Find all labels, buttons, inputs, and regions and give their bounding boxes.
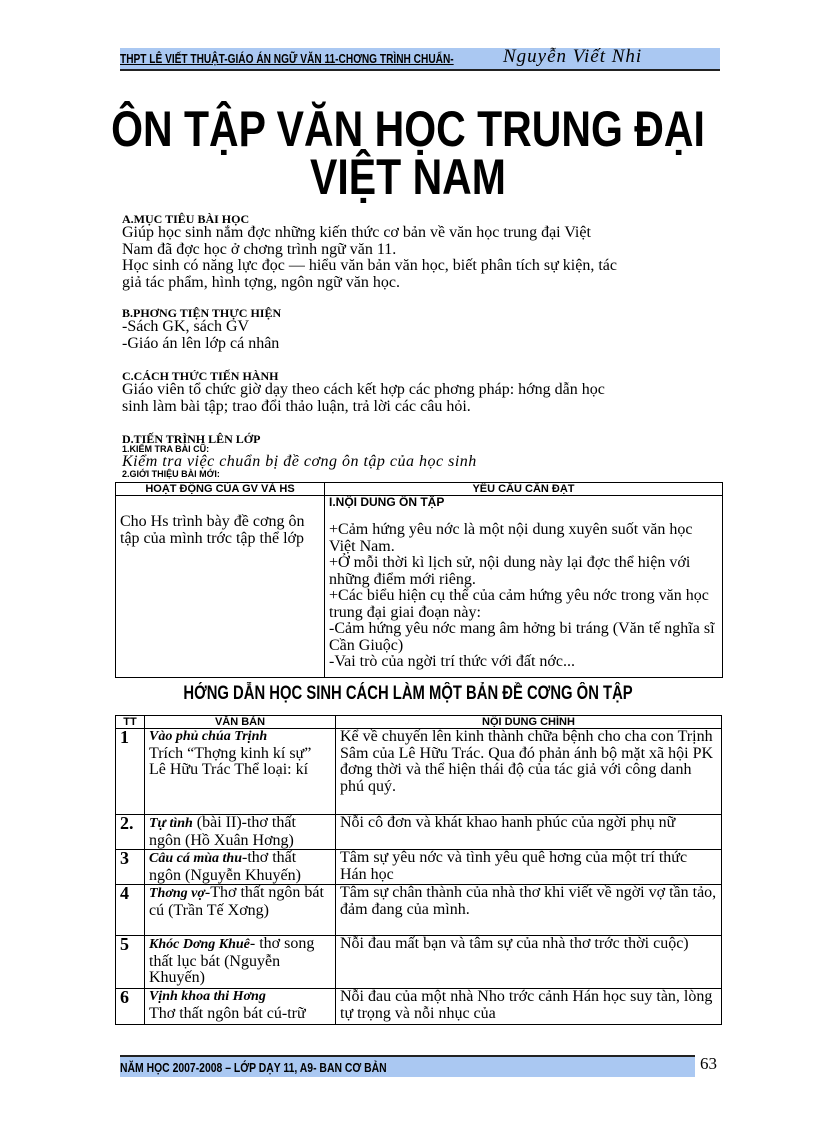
work-title: Vào phủ chúa Trịnh: [149, 729, 268, 744]
content-cell: Nỗi đau mất bạn và tâm sự của nhà thơ trớc thời cuộc): [336, 936, 722, 989]
section-d: [122, 434, 722, 479]
text-line: Học sinh có năng lực đọc — hiểu văn bản văn học, biết phân tích sự kiện, tác: [122, 257, 617, 274]
text-line: Nam đã đợc học ở chơng trình ngữ văn 11.: [122, 240, 397, 258]
text-line: +Ở mỗi thời kì lịch sử, nội dung này lại đợc thể hiện với những điểm mới riêng.: [329, 554, 691, 588]
footer-text: NĂM HỌC 2007-2008 – LỚP DẠY 11, A9- BAN CƠ BẢN: [120, 1060, 387, 1075]
activity-table: [115, 482, 723, 678]
section-heading: D.TIẾN TRÌNH LÊN LỚP: [122, 432, 261, 446]
content-cell: Tâm sự chân thành của nhà thơ khi viết về ngời vợ tần tảo, đảm đang của mình.: [336, 885, 722, 936]
work-title: Câu cá mùa thu: [149, 851, 242, 866]
text-line: +Cảm hứng yêu nớc là một nội dung xuyên suốt văn học Việt Nam.: [329, 521, 693, 555]
text-line: -Giáo án lên lớp cá nhân: [122, 334, 280, 352]
page-header: [120, 48, 720, 71]
page-footer: [120, 1055, 695, 1077]
work-cell: [145, 815, 336, 850]
guide-heading-text: HỚNG DẪN HỌC SINH CÁCH LÀM MỘT BẢN ĐỀ CƠNG ÔN TẬP: [183, 683, 633, 704]
work-cell: [145, 989, 336, 1025]
text-line: -Vai trò của ngời trí thức với đất nớc...: [329, 653, 575, 670]
section-b: [122, 308, 722, 352]
column-header: YÊU CẦU CẦN ĐẠT: [325, 483, 723, 496]
content-cell: Nỗi cô đơn và khát khao hanh phúc của ngời phụ nữ: [336, 815, 722, 850]
works-table: [115, 715, 722, 1025]
text-line: +Các biểu hiện cụ thể của cảm hứng yêu nớc trong văn học trung đại giai đoạn này:: [329, 587, 709, 621]
work-desc: (bài II)-thơ thất ngôn (Hồ Xuân Hơng): [149, 814, 296, 849]
cell-heading: I.NỘI DUNG ÔN TẬP: [329, 495, 445, 509]
row-number: 4: [116, 885, 145, 936]
work-title: Thơng vợ: [149, 886, 205, 901]
work-title: Vịnh khoa thi Hơng: [149, 989, 266, 1004]
section-c: [122, 371, 722, 415]
work-cell: [145, 729, 336, 815]
table-row: [116, 989, 722, 1025]
subheading: 1.KIỂM TRA BÀI CŨ:: [122, 444, 210, 454]
work-desc: Thơ thất ngôn bát cú-trữ: [149, 1004, 306, 1022]
page-title: [0, 101, 816, 205]
text-line: giả tác phẩm, hình tợng, ngôn ngữ văn học.: [122, 273, 400, 291]
title-line-1: ÔN TẬP VĂN HỌC TRUNG ĐẠI: [111, 101, 705, 157]
section-heading: B.PHƠNG TIỆN THỰC HIỆN: [122, 306, 282, 320]
column-header: TT: [116, 716, 145, 729]
table-row: [116, 850, 722, 885]
activity-cell: Cho Hs trình bày đề cơng ôn tập của mình trớc tập thể lớp: [116, 496, 325, 678]
text-line: Giúp học sinh nắm đợc những kiến thức cơ bản về văn học trung đại Việt: [122, 224, 591, 241]
subheading: 2.GIỚI THIỆU BÀI MỚI:: [122, 469, 220, 479]
content-cell: Kể về chuyến lên kinh thành chữa bệnh cho cha con Trịnh Sâm của Lê Hữu Trác. Qua đó phản ánh bộ mặt xã hội PK đơng thời và thể hiện thái độ của tác giả với công danh phú quý.: [336, 729, 722, 815]
column-header: NỘI DUNG CHÍNH: [336, 716, 722, 729]
work-desc: -Thơ thất ngôn bát cú (Trần Tế Xơng): [149, 884, 324, 919]
table-row: [116, 729, 722, 815]
work-cell: [145, 850, 336, 885]
work-cell: [145, 936, 336, 989]
work-desc: -thơ thất ngôn (Nguyễn Khuyến): [149, 849, 301, 884]
work-title: Khóc Dơng Khuê: [149, 937, 250, 952]
table-row: [116, 815, 722, 850]
content-cell: Tâm sự yêu nớc và tình yêu quê hơng của một trí thức Hán học: [336, 850, 722, 885]
row-number: 2.: [116, 815, 145, 850]
column-header: VĂN BẢN: [145, 716, 336, 729]
work-cell: [145, 885, 336, 936]
row-number: 6: [116, 989, 145, 1025]
section-heading: A.MỤC TIÊU BÀI HỌC: [122, 212, 250, 226]
table-row: [116, 936, 722, 989]
requirement-cell: [325, 496, 723, 678]
text-line: -Sách GK, sách GV: [122, 318, 250, 335]
column-header: HOẠT ĐỘNG CỦA GV VÀ HS: [116, 483, 325, 496]
title-line-2: VIỆT NAM: [310, 149, 506, 205]
work-desc: Trích “Thợng kinh kí sự” Lê Hữu Trác Thể loại: kí: [149, 744, 312, 778]
row-number: 3: [116, 850, 145, 885]
header-author: Nguyễn Viết Nhi: [503, 46, 643, 67]
section-a: [122, 214, 722, 291]
header-school: THPT LÊ VIẾT THUẬT-GIÁO ÁN NGỮ VĂN 11-CHƠNG TRÌNH CHUẨN-: [120, 51, 454, 66]
guide-heading: [0, 683, 816, 705]
row-number: 1: [116, 729, 145, 815]
text-line: -Cảm hứng yêu nớc mang âm hởng bi tráng (Văn tế nghĩa sĩ Cần Giuộc): [329, 620, 715, 654]
section-heading: C.CÁCH THỨC TIẾN HÀNH: [122, 369, 279, 383]
work-desc: - thơ song thất lục bát (Nguyễn Khuyến): [149, 935, 315, 986]
table-row: [116, 885, 722, 936]
row-number: 5: [116, 936, 145, 989]
content-cell: Nỗi đau của một nhà Nho trớc cảnh Hán học suy tàn, lòng tự trọng và nỗi nhục của: [336, 989, 722, 1025]
work-title: Tự tình: [149, 816, 193, 831]
text-line: sinh làm bài tập; trao đổi thảo luận, trả lời các câu hỏi.: [122, 397, 471, 415]
page-number: 63: [700, 1054, 717, 1073]
text-line: Giáo viên tổ chức giờ dạy theo cách kết hợp các phơng pháp: hớng dẫn học: [122, 381, 605, 398]
text-line: Kiểm tra việc chuẩn bị đề cơng ôn tập của học sinh: [122, 453, 477, 470]
